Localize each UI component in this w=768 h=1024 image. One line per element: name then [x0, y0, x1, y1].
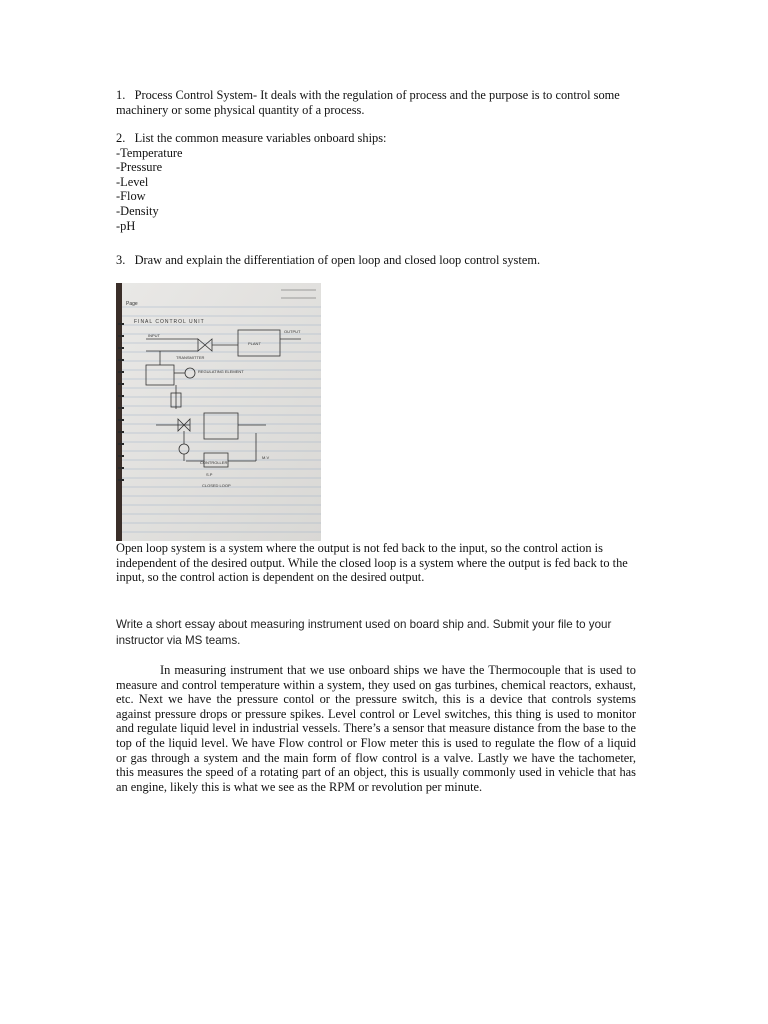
sketch-label-output: OUTPUT — [284, 329, 301, 334]
essay-prompt-text: Write a short essay about measuring instrument used on board ship and. Submit your file to your instructor via MS teams. — [116, 618, 612, 647]
essay-body — [116, 663, 636, 794]
sketch-label-regulating: REGULATING ELEMENT — [198, 369, 244, 374]
question-1-number: 1. — [116, 88, 126, 102]
essay-text: In measuring instrument that we use onboard ships we have the Thermocouple that is used to measure and control temperature within a system, they used on gas turbines, chemical reactors, exhaust, etc. Next we have the pressure contol or the pressure switch, this is a device that controls systems against pressure drops or pressure spikes. Level control or Level switches, this thing is used to monitor and regulate liquid level in industrial vessels. There’s a sensor that measure distance from the base to the top of the liquid level. We have Flow control or Flow meter this is used to regulate the flow of a liquid or gas through a system and the main form of flow control is a valve. Lastly we have the tachometer, this measures the speed of a rotating part of an object, this is usually commonly used in vehicle that has an engine, likely this is what we see as the RPM or revolution per minute. — [116, 663, 636, 794]
sketch-header-label: Page — [126, 301, 138, 307]
variable-list-item: -Density — [116, 203, 159, 218]
essay-prompt — [116, 617, 636, 648]
question-2-body: List the common measure variables onboard ships: — [134, 131, 387, 145]
question-3-text — [116, 253, 636, 268]
sketch-label-plant: PLANT — [248, 341, 261, 346]
notebook-sketch-photo — [116, 283, 321, 541]
question-1-text — [116, 88, 636, 117]
essay-paragraph — [116, 663, 636, 794]
sketch-label-sp: S.P — [206, 472, 213, 477]
question-3-answer-text: Open loop system is a system where the output is not fed back to the input, so the control action is independent of the desired output. While the closed loop is a system where the output is fed back to the input, so the control action is dependent on the desired output. — [116, 541, 628, 585]
question-2-text — [116, 131, 636, 146]
sketch-title: FINAL CONTROL UNIT — [134, 319, 205, 325]
variable-list-item: -pH — [116, 218, 136, 233]
question-3 — [116, 253, 636, 268]
sketch-label-closed-loop: CLOSED LOOP — [202, 483, 231, 488]
question-3-answer — [116, 541, 636, 585]
variable-list-item: -Flow — [116, 189, 146, 204]
variable-list-item: -Level — [116, 174, 149, 189]
question-1-body: Process Control System- It deals with the regulation of process and the purpose is to control some machinery or some physical quantity of a process. — [116, 88, 620, 117]
sketch-label-controller: CONTROLLER — [200, 460, 228, 465]
sketch-label-input: INPUT — [148, 333, 160, 338]
sketch-label-transmitter: TRANSMITTER — [176, 355, 205, 360]
question-3-number: 3. — [116, 253, 126, 267]
question-3-body: Draw and explain the differentiation of open loop and closed loop control system. — [134, 253, 541, 267]
variable-list-item: -Temperature — [116, 145, 183, 160]
question-1 — [116, 88, 636, 117]
variable-list-item: -Pressure — [116, 160, 163, 175]
question-2-number: 2. — [116, 131, 126, 145]
question-2 — [116, 131, 636, 233]
sketch-label-mv: M.V — [262, 455, 270, 460]
